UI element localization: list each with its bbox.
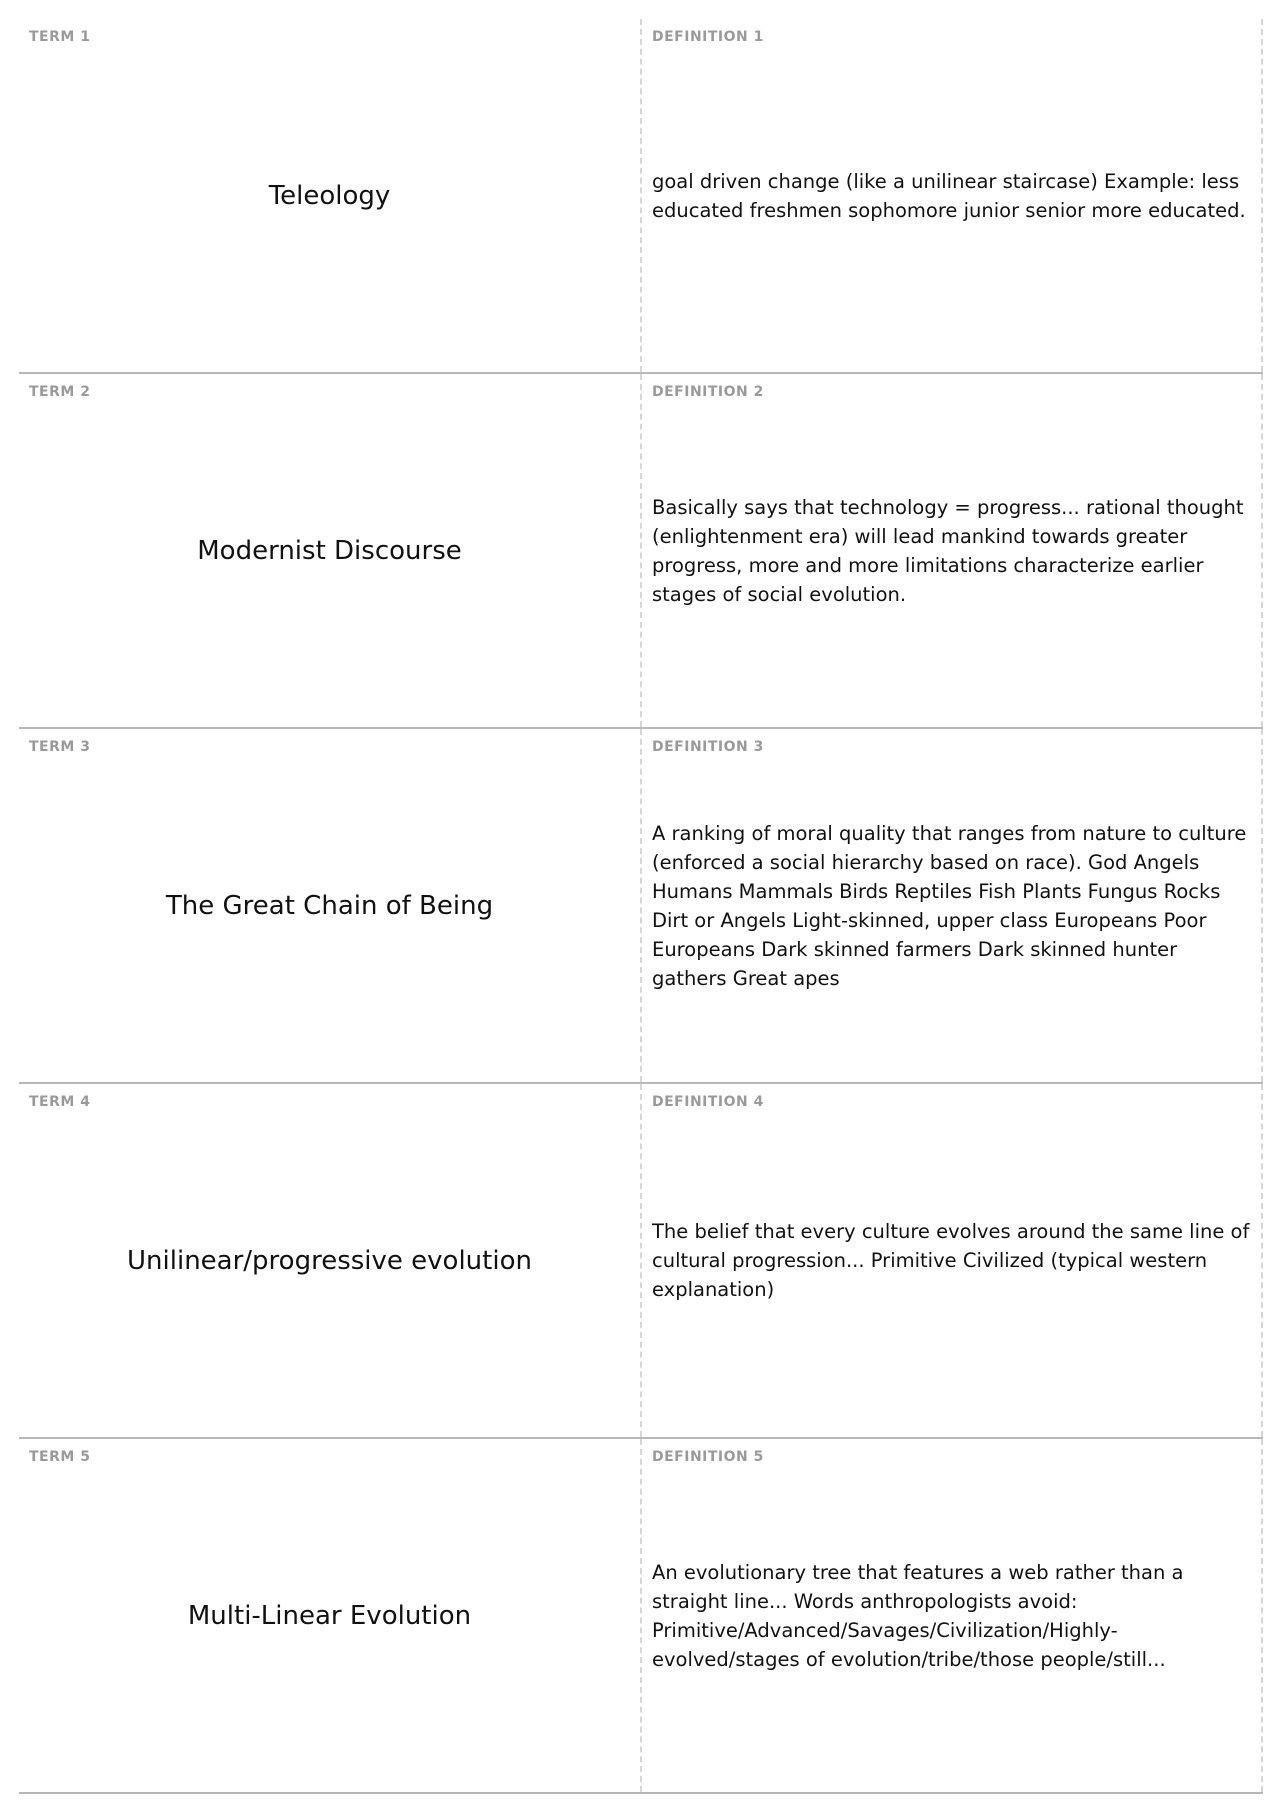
term-label: TERM 1 — [29, 29, 91, 45]
card-row-1 — [19, 19, 1263, 374]
term-cell — [19, 19, 642, 372]
term-label: TERM 5 — [29, 1449, 91, 1465]
definition-text-wrap — [652, 1084, 1251, 1437]
definition-text-wrap — [652, 1439, 1251, 1792]
definition-label: DEFINITION 4 — [652, 1094, 764, 1110]
flashcard-sheet — [19, 19, 1263, 1794]
term-label: TERM 3 — [29, 739, 91, 755]
card-row-5 — [19, 1439, 1263, 1794]
definition-cell — [642, 1439, 1263, 1792]
definition-text: A ranking of moral quality that ranges from nature to culture (enforced a social hierarchy based on race). God Angels Humans Mammals Birds Reptiles Fish Plants Fungus Rocks Dirt or Angels Light-skinned, upper class Europeans Poor Europeans Dark skinned farmers Dark skinned hunter gathers Great apes — [652, 821, 1247, 990]
definition-text: The belief that every culture evolves around the same line of cultural progression... Primitive Civilized (typical western explanation) — [652, 1220, 1250, 1301]
definition-cell — [642, 374, 1263, 727]
term-cell — [19, 374, 642, 727]
definition-text-wrap — [652, 374, 1251, 727]
definition-text: An evolutionary tree that features a web rather than a straight line... Words anthropologists avoid: Primitive/Advanced/Savages/Civilization/Highly-evolved/stages of evolution/tribe/those people/still... — [652, 1560, 1184, 1671]
term-cell — [19, 1439, 642, 1792]
definition-cell — [642, 19, 1263, 372]
definition-text-wrap — [652, 729, 1251, 1082]
term-text: The Great Chain of Being — [165, 890, 494, 921]
card-row-2 — [19, 374, 1263, 729]
term-text: Multi-Linear Evolution — [187, 1600, 472, 1631]
term-cell — [19, 1084, 642, 1437]
definition-cell — [642, 729, 1263, 1082]
definition-label: DEFINITION 3 — [652, 739, 764, 755]
definition-text: Basically says that technology = progress... rational thought (enlightenment era) will lead mankind towards greater progress, more and more limitations characterize earlier stages of social evolution. — [652, 495, 1244, 606]
card-row-3 — [19, 729, 1263, 1084]
term-text: Teleology — [268, 180, 391, 211]
term-label: TERM 4 — [29, 1094, 91, 1110]
term-text: Unilinear/progressive evolution — [127, 1245, 532, 1276]
term-cell — [19, 729, 642, 1082]
card-row-4 — [19, 1084, 1263, 1439]
definition-label: DEFINITION 5 — [652, 1449, 764, 1465]
term-text: Modernist Discourse — [197, 535, 462, 566]
definition-text: goal driven change (like a unilinear staircase) Example: less educated freshmen sophomore junior senior more educated. — [652, 169, 1246, 222]
term-label: TERM 2 — [29, 384, 91, 400]
definition-text-wrap — [652, 19, 1251, 372]
definition-cell — [642, 1084, 1263, 1437]
definition-label: DEFINITION 1 — [652, 29, 764, 45]
definition-label: DEFINITION 2 — [652, 384, 764, 400]
